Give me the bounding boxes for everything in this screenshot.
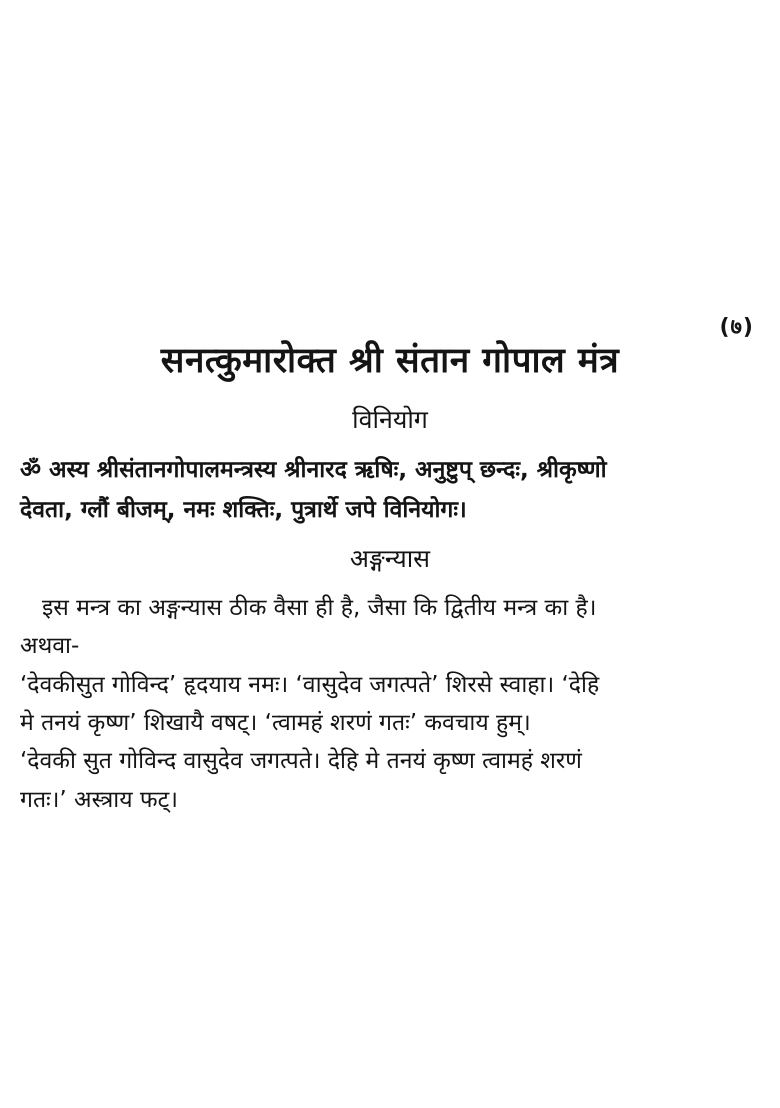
- viniyoga-line-2: देवता, ग्लौं बीजम्, नमः शक्तिः, पुत्रार्थे जपे विनियोगः।: [20, 497, 467, 523]
- anganyas-line-6: गतः।’ अस्त्राय फट्।: [20, 787, 178, 813]
- viniyoga-line-1: ॐ अस्य श्रीसंतानगोपालमन्त्रस्य श्रीनारद ऋषिः, अनुष्टुप् छन्दः, श्रीकृष्णो: [20, 457, 607, 483]
- page-number: (७): [719, 315, 754, 340]
- viniyoga-heading: विनियोग: [352, 405, 428, 434]
- anganyas-line-2: अथवा-: [20, 633, 80, 659]
- anganyas-heading: अङ्गन्यास: [349, 544, 431, 573]
- anganyas-line-3: ‘देवकीसुत गोविन्द’ हृदयाय नमः। ‘वासुदेव जगत्पते’ शिरसे स्वाहा। ‘देहि: [20, 672, 600, 698]
- anganyas-line-4: मे तनयं कृष्ण’ शिखायै वषट्। ‘त्वामहं शरणं गतः’ कवचाय हुम्।: [20, 710, 531, 736]
- anganyas-line-1: इस मन्त्र का अङ्गन्यास ठीक वैसा ही है, जैसा कि द्वितीय मन्त्र का है।: [42, 595, 597, 621]
- page-title: सनत्कुमारोक्त श्री संतान गोपाल मंत्र: [160, 341, 620, 381]
- anganyas-line-5: ‘देवकी सुत गोविन्द वासुदेव जगत्पते। देहि मे तनयं कृष्ण त्वामहं शरणं: [20, 748, 582, 774]
